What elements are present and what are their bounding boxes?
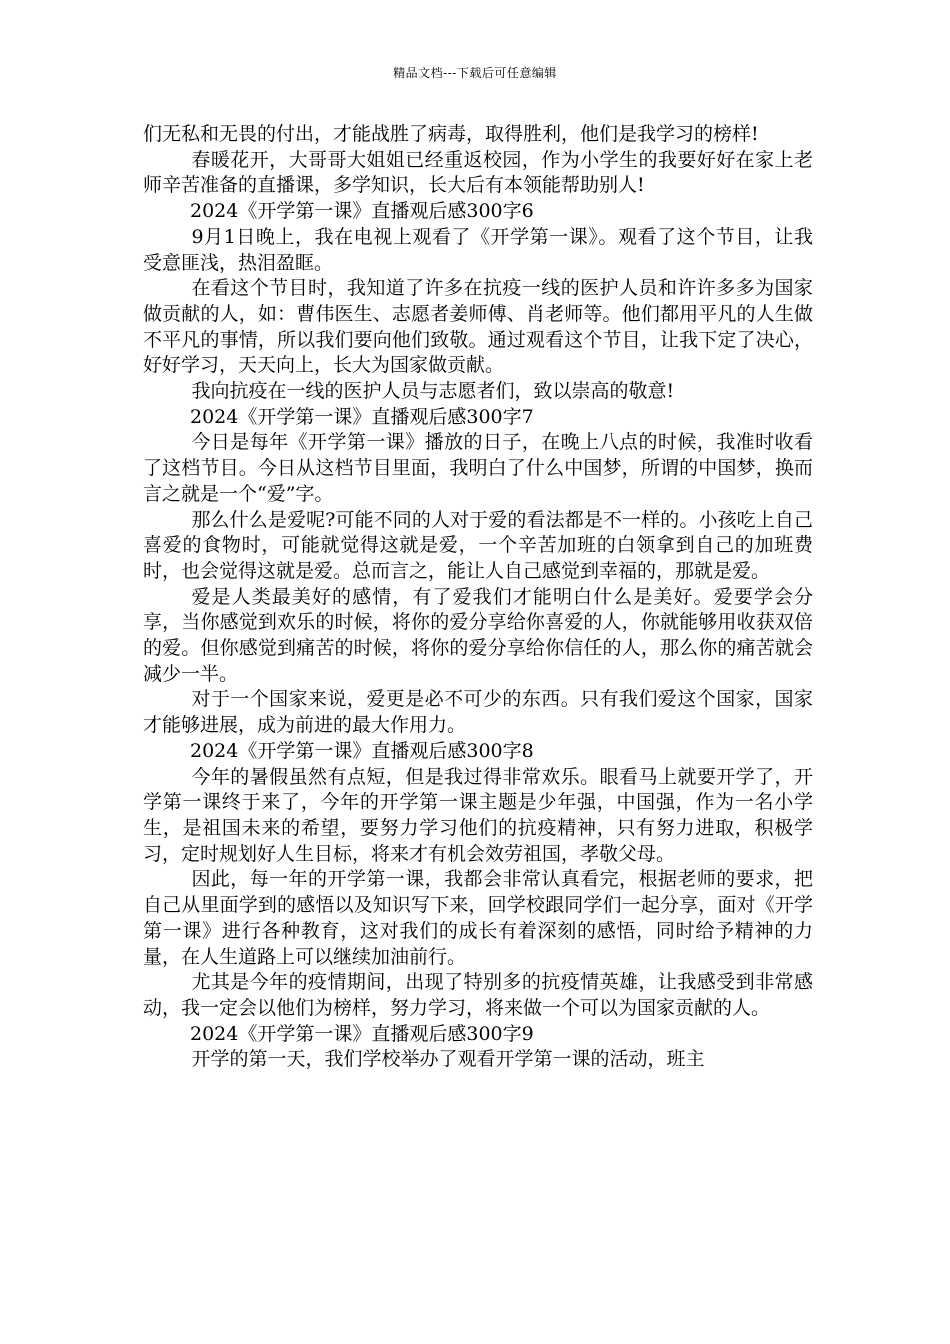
paragraph: 我向抗疫在一线的医护人员与志愿者们，致以崇高的敬意!: [191, 380, 675, 403]
paragraph: 因此，每一年的开学第一课，我都会非常认真看完，根据老师的要求，把自己从里面学到的感悟以及知识写下来，回学校跟同学们一起分享，面对《开学第一课》进行各种教育，这对我们的成长有着深刻的感悟，同时给予精神的力量，在人生道路上可以继续加油前行。: [143, 868, 813, 968]
paragraph: 9月1日晚上，我在电视上观看了《开学第一课》。观看了这个节目，让我受意匪浅，热泪盈眶。: [143, 225, 813, 274]
section-heading: 2024《开学第一课》直播观后感300字9: [190, 1022, 534, 1045]
paragraph: 在看这个节目时，我知道了许多在抗疫一线的医护人员和许许多多为国家做贡献的人，如：曹伟医生、志愿者姜师傅、肖老师等。他们都用平凡的人生做不平凡的事情，所以我们要向他们致敬。通过观看这个节目，让我下定了决心，好好学习，天天向上，长大为国家做贡献。: [143, 277, 813, 377]
paragraph: 开学的第一天，我们学校举办了观看开学第一课的活动，班主: [191, 1048, 705, 1071]
document-body: [143, 122, 813, 1073]
paragraph: 春暖花开，大哥哥大姐姐已经重返校园，作为小学生的我要好好在家上老师辛苦准备的直播课，多学知识，长大后有本领能帮助别人!: [143, 148, 813, 197]
paragraph: 对于一个国家来说，爱更是必不可少的东西。只有我们爱这个国家，国家才能够进展，成为前进的最大作用力。: [143, 688, 813, 737]
page-header: 精品文档---下载后可任意编辑: [393, 66, 557, 80]
paragraph: 们无私和无畏的付出，才能战胜了病毒，取得胜利，他们是我学习的榜样!: [143, 123, 759, 145]
section-heading: 2024《开学第一课》直播观后感300字6: [190, 200, 534, 223]
paragraph: 尤其是今年的疫情期间，出现了特别多的抗疫情英雄，让我感受到非常感动，我一定会以他们为榜样，努力学习，将来做一个可以为国家贡献的人。: [143, 971, 813, 1019]
paragraph: 今日是每年《开学第一课》播放的日子，在晚上八点的时候，我准时收看了这档节目。今日从这档节目里面，我明白了什么中国梦，所谓的中国梦，换而言之就是一个“爱”字。: [143, 431, 813, 505]
section-heading: 2024《开学第一课》直播观后感300字8: [190, 739, 534, 762]
paragraph: 今年的暑假虽然有点短，但是我过得非常欢乐。眼看马上就要开学了，开学第一课终于来了，今年的开学第一课主题是少年强，中国强，作为一名小学生，是祖国未来的希望，要努力学习他们的抗疫精神，只有努力进取，积极学习，定时规划好人生目标，将来才有机会效劳祖国，孝敬父母。: [143, 765, 813, 865]
paragraph: 那么什么是爱呢?可能不同的人对于爱的看法都是不一样的。小孩吃上自己喜爱的食物时，可能就觉得这就是爱，一个辛苦加班的白领拿到自己的加班费时，也会觉得这就是爱。总而言之，能让人自己感觉到幸福的，那就是爱。: [143, 508, 813, 582]
paragraph: 爱是人类最美好的感情，有了爱我们才能明白什么是美好。爱要学会分享，当你感觉到欢乐的时候，将你的爱分享给你喜爱的人，你就能够用收获双倍的爱。但你感觉到痛苦的时候，将你的爱分享给你信任的人，那么你的痛苦就会减少一半。: [143, 585, 813, 685]
section-heading: 2024《开学第一课》直播观后感300字7: [190, 405, 534, 428]
